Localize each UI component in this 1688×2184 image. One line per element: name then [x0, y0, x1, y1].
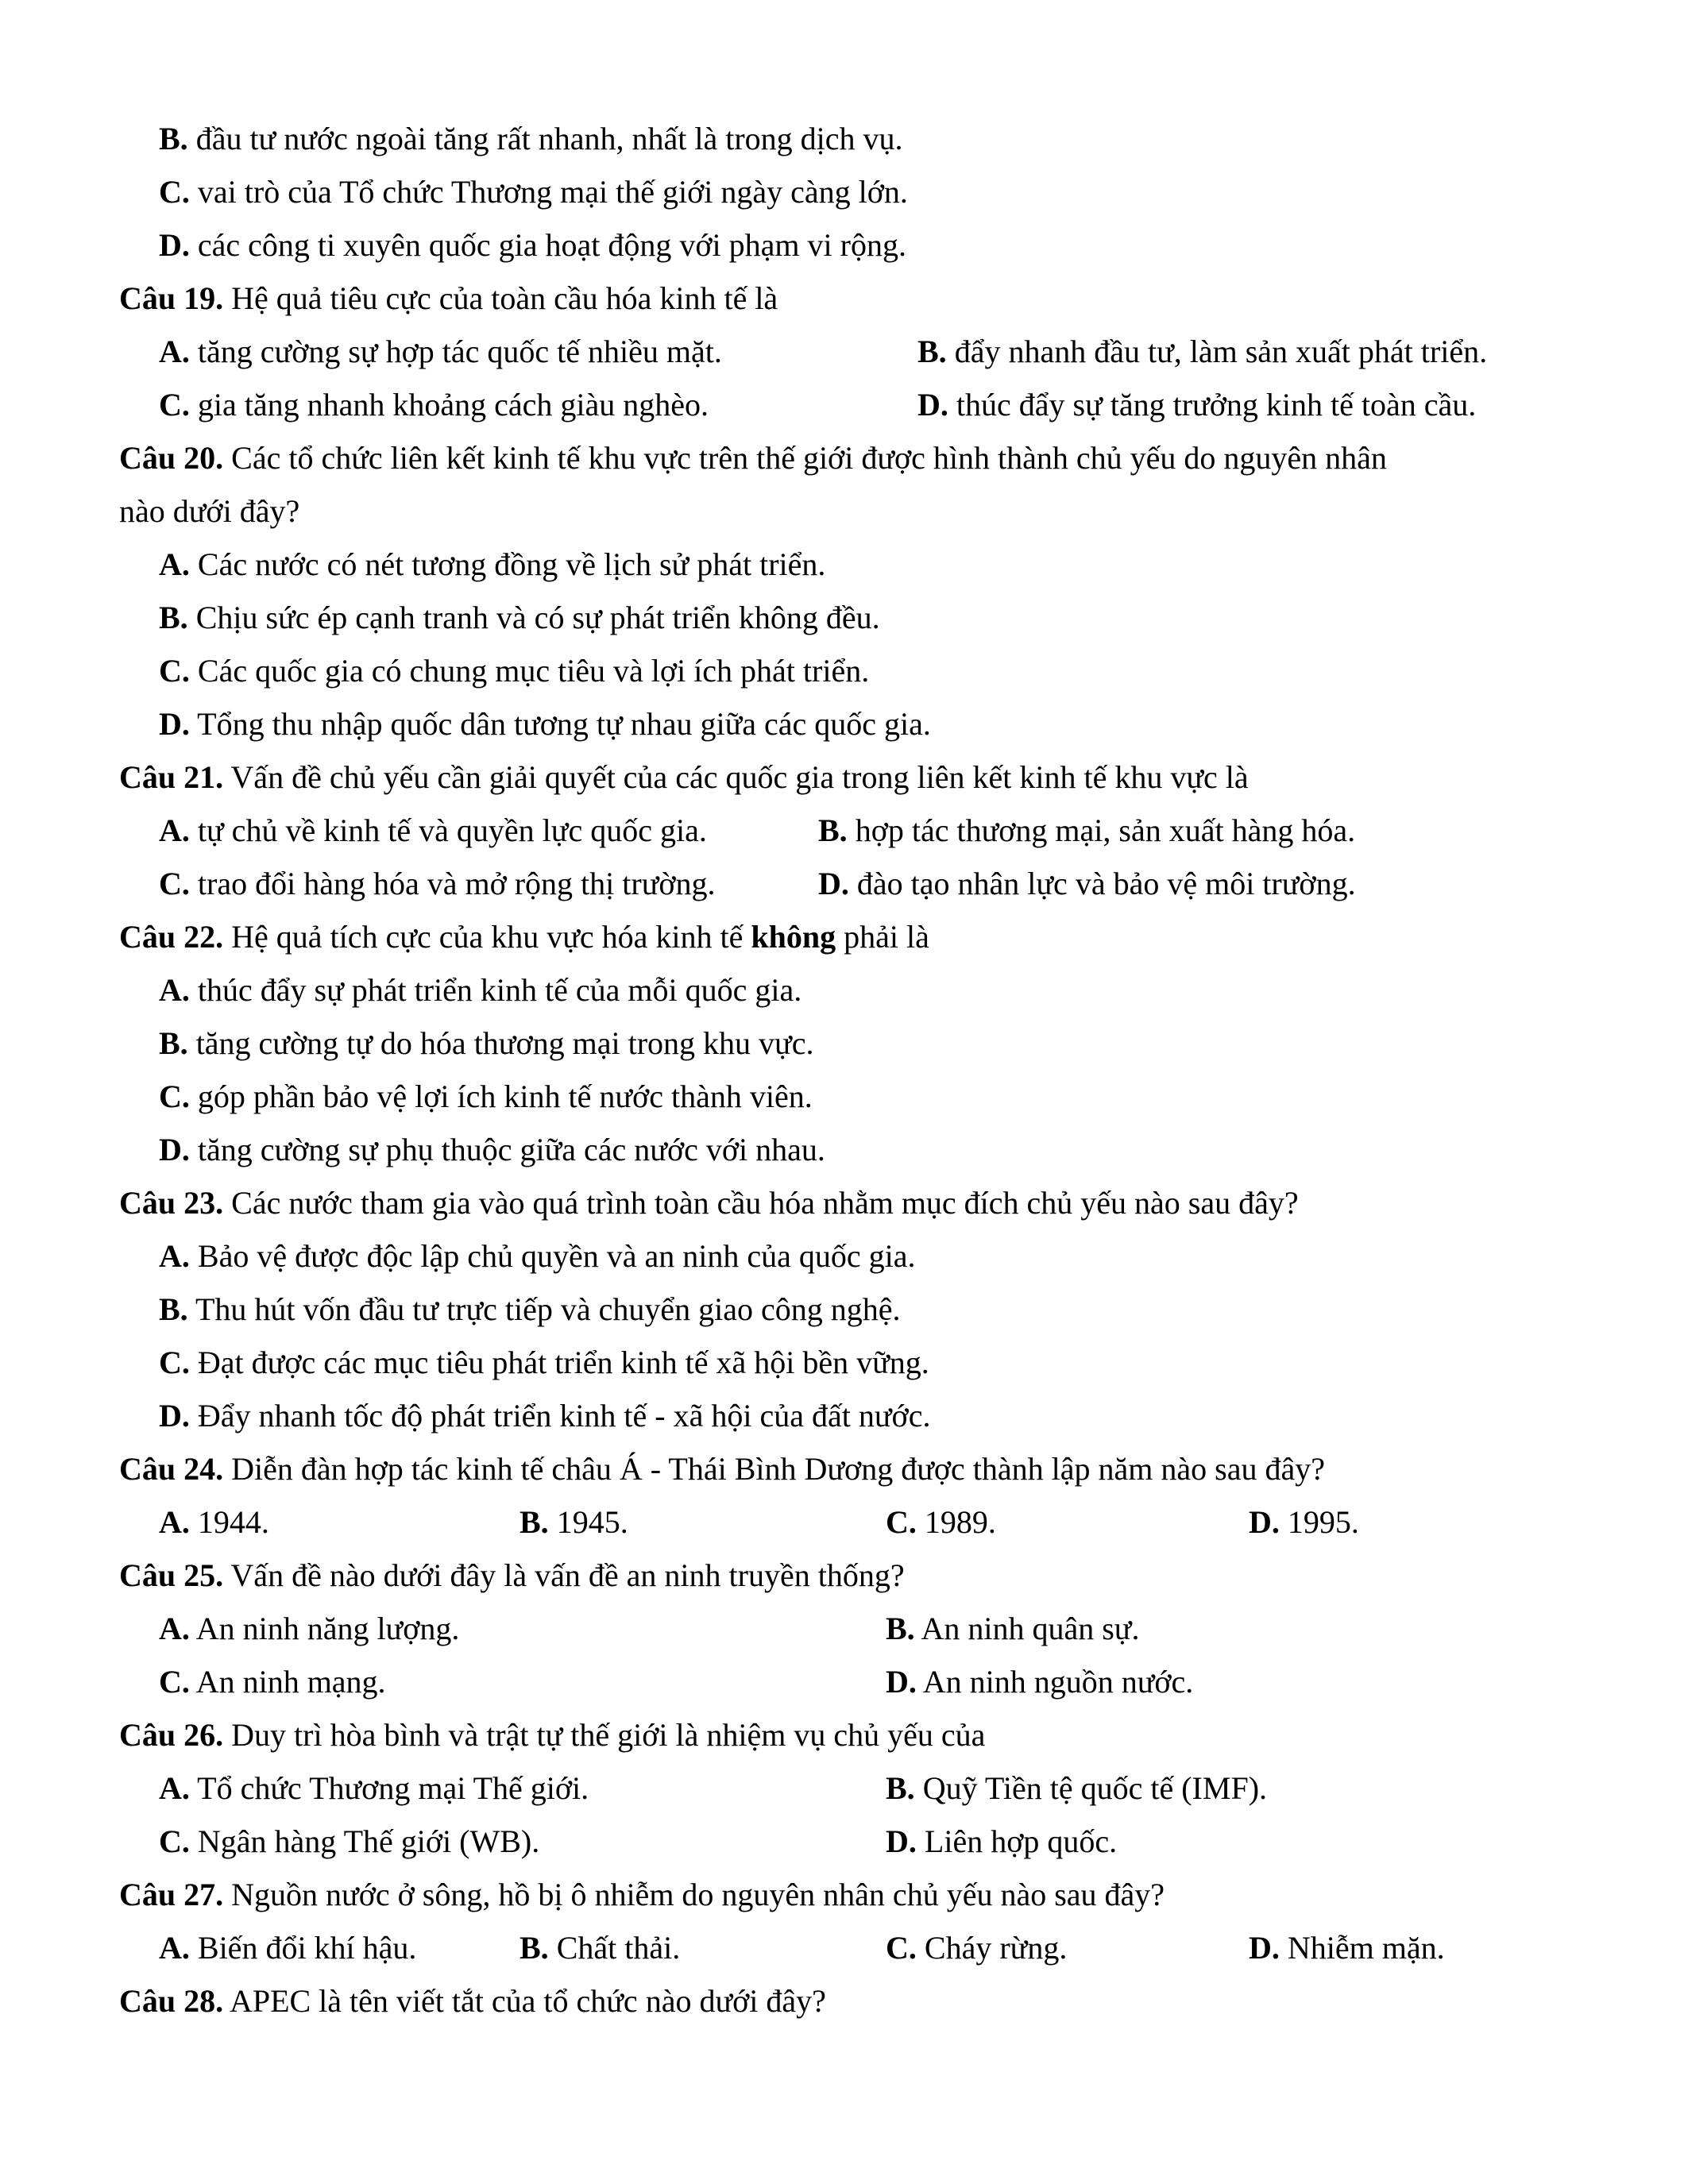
option-letter: B.: [159, 1291, 188, 1327]
question-label: Câu 27.: [119, 1877, 224, 1912]
q26-option-c: [159, 1822, 539, 1862]
q22-option-b: [159, 1024, 813, 1063]
q23-stem: [119, 1183, 1299, 1223]
option-letter: A.: [159, 1504, 190, 1540]
option-text: Bảo vệ được độc lập chủ quyền và an ninh của quốc gia.: [197, 1238, 916, 1274]
option-text: đẩy nhanh đầu tư, làm sản xuất phát triển.: [954, 334, 1488, 369]
option-text: các công ti xuyên quốc gia hoạt động với phạm vi rộng.: [197, 227, 906, 263]
q20-option-c: [159, 651, 869, 691]
q24-option-c: [886, 1503, 996, 1542]
question-label: Câu 24.: [119, 1451, 224, 1487]
option-letter: B.: [159, 121, 188, 156]
q20-option-a: [159, 545, 825, 585]
option-text: góp phần bảo vệ lợi ích kinh tế nước thành viên.: [197, 1078, 813, 1114]
option-letter: D.: [1249, 1504, 1280, 1540]
question-text: Duy trì hòa bình và trật tự thế giới là nhiệm vụ chủ yếu của: [231, 1717, 986, 1753]
option-text: trao đổi hàng hóa và mở rộng thị trường.: [197, 866, 716, 901]
option-text: Ngân hàng Thế giới (WB).: [197, 1823, 540, 1859]
option-text: Đẩy nhanh tốc độ phát triển kinh tế - xã hội của đất nước.: [197, 1398, 931, 1433]
question-text: Vấn đề chủ yếu cần giải quyết của các quốc gia trong liên kết kinh tế khu vực là: [230, 759, 1249, 795]
q24-stem: [119, 1449, 1325, 1489]
option-text: An ninh năng lượng.: [195, 1611, 460, 1646]
question-text: Các tổ chức liên kết kinh tế khu vực trên thế giới được hình thành chủ yếu do nguyên nhân: [231, 440, 1387, 476]
q24-option-a: [159, 1503, 269, 1542]
question-text: Vấn đề nào dưới đây là vấn đề an ninh truyền thống?: [230, 1557, 905, 1593]
question-label: Câu 19.: [119, 280, 224, 316]
q19-option-b: [917, 332, 1487, 372]
q22-stem: [119, 917, 929, 957]
option-letter: B.: [886, 1611, 915, 1646]
question-text: Nguồn nước ở sông, hồ bị ô nhiễm do nguyên nhân chủ yếu nào sau đây?: [231, 1877, 1165, 1912]
q21-option-b: [818, 811, 1355, 851]
option-letter: D.: [886, 1664, 917, 1700]
option-text: Chất thải.: [556, 1930, 681, 1966]
option-letter: C.: [886, 1930, 917, 1966]
q25-option-d: [886, 1662, 1193, 1702]
option-letter: D.: [159, 227, 190, 263]
option-letter: A.: [159, 334, 190, 369]
q27-option-c: [886, 1928, 1067, 1968]
question-text: Diễn đàn hợp tác kinh tế châu Á - Thái Bình Dương được thành lập năm nào sau đây?: [231, 1451, 1325, 1487]
question-text: Các nước tham gia vào quá trình toàn cầu hóa nhằm mục đích chủ yếu nào sau đây?: [231, 1185, 1299, 1221]
q20-option-b: [159, 598, 880, 638]
q27-option-d: [1249, 1928, 1445, 1968]
option-text: tự chủ về kinh tế và quyền lực quốc gia.: [197, 812, 707, 848]
option-letter: D.: [159, 706, 190, 742]
q26-option-d: [886, 1822, 1117, 1862]
option-letter: C.: [159, 866, 190, 901]
option-text: Biến đổi khí hậu.: [197, 1930, 417, 1966]
q26-option-a: [159, 1769, 589, 1808]
q19-stem: [119, 279, 778, 318]
question-emphasis: không: [751, 919, 836, 955]
option-letter: B.: [520, 1930, 549, 1966]
q20-stem-cont: [119, 492, 299, 531]
question-label: Câu 26.: [119, 1717, 224, 1753]
option-text: 1989.: [924, 1504, 996, 1540]
option-letter: B.: [159, 1025, 188, 1061]
option-letter: D.: [917, 387, 948, 423]
q21-option-c: [159, 864, 716, 904]
q22-option-d: [159, 1130, 825, 1170]
option-letter: B.: [520, 1504, 549, 1540]
option-letter: D.: [818, 866, 849, 901]
q22-option-c: [159, 1077, 813, 1117]
option-text: tăng cường sự hợp tác quốc tế nhiều mặt.: [197, 334, 722, 369]
q26-stem: [119, 1715, 985, 1755]
option-letter: C.: [159, 1664, 190, 1700]
question-label: Câu 22.: [119, 919, 224, 955]
q25-option-c: [159, 1662, 386, 1702]
option-letter: A.: [159, 1770, 190, 1806]
option-letter: A.: [159, 1238, 190, 1274]
option-text: Quỹ Tiền tệ quốc tế (IMF).: [922, 1770, 1268, 1806]
option-text: Các quốc gia có chung mục tiêu và lợi ích phát triển.: [197, 653, 870, 689]
q23-option-a: [159, 1237, 916, 1276]
option-letter: A.: [159, 546, 190, 582]
q19-option-a: [159, 332, 722, 372]
q18-option-b: [159, 119, 903, 159]
option-letter: A.: [159, 1611, 190, 1646]
question-text: nào dưới đây?: [119, 493, 300, 529]
option-text: Tổng thu nhập quốc dân tương tự nhau giữa các quốc gia.: [197, 706, 931, 742]
q20-option-d: [159, 704, 931, 744]
option-text: Tổ chức Thương mại Thế giới.: [197, 1770, 589, 1806]
option-text: thúc đẩy sự phát triển kinh tế của mỗi quốc gia.: [197, 972, 802, 1008]
option-text: Chịu sức ép cạnh tranh và có sự phát triển không đều.: [195, 600, 880, 635]
option-letter: D.: [159, 1398, 190, 1433]
option-text: gia tăng nhanh khoảng cách giàu nghèo.: [197, 387, 709, 423]
option-text: 1995.: [1287, 1504, 1359, 1540]
q22-option-a: [159, 970, 802, 1010]
option-letter: A.: [159, 972, 190, 1008]
option-text: Các nước có nét tương đồng về lịch sử phát triển.: [197, 546, 826, 582]
q19-option-d: [917, 385, 1476, 425]
option-letter: C.: [159, 387, 190, 423]
option-letter: C.: [159, 653, 190, 689]
option-letter: C.: [159, 1823, 190, 1859]
option-text: Đạt được các mục tiêu phát triển kinh tế xã hội bền vững.: [197, 1345, 929, 1380]
option-text: An ninh mạng.: [195, 1664, 386, 1700]
q24-option-d: [1249, 1503, 1359, 1542]
q24-option-b: [520, 1503, 628, 1542]
q21-stem: [119, 758, 1249, 797]
question-label: Câu 28.: [119, 1983, 224, 2019]
q23-option-b: [159, 1290, 901, 1329]
q23-option-d: [159, 1396, 930, 1436]
question-text: APEC là tên viết tắt của tổ chức nào dưới đây?: [229, 1983, 826, 2019]
q27-option-b: [520, 1928, 680, 1968]
option-letter: B.: [917, 334, 947, 369]
option-text: hợp tác thương mại, sản xuất hàng hóa.: [855, 812, 1356, 848]
option-letter: D.: [159, 1132, 190, 1167]
option-text: thúc đẩy sự tăng trưởng kinh tế toàn cầu.: [956, 387, 1477, 423]
question-label: Câu 20.: [119, 440, 224, 476]
q26-option-b: [886, 1769, 1267, 1808]
option-text: đầu tư nước ngoài tăng rất nhanh, nhất là trong dịch vụ.: [195, 121, 903, 156]
option-text: Thu hút vốn đầu tư trực tiếp và chuyển giao công nghệ.: [195, 1291, 901, 1327]
option-text: An ninh quân sự.: [921, 1611, 1140, 1646]
option-letter: C.: [886, 1504, 917, 1540]
question-label: Câu 23.: [119, 1185, 224, 1221]
q25-stem: [119, 1556, 905, 1596]
option-letter: C.: [159, 174, 190, 210]
option-letter: D.: [1249, 1930, 1280, 1966]
option-letter: A.: [159, 1930, 190, 1966]
q18-option-d: [159, 226, 906, 265]
q27-option-a: [159, 1928, 416, 1968]
option-letter: B.: [159, 600, 188, 635]
question-text: phải là: [844, 919, 929, 955]
q25-option-a: [159, 1609, 459, 1649]
option-text: 1944.: [197, 1504, 269, 1540]
q18-option-c: [159, 172, 908, 212]
question-label: Câu 21.: [119, 759, 224, 795]
option-letter: A.: [159, 812, 190, 848]
option-text: tăng cường sự phụ thuộc giữa các nước với nhau.: [197, 1132, 825, 1167]
option-text: Nhiễm mặn.: [1287, 1930, 1445, 1966]
option-text: 1945.: [556, 1504, 628, 1540]
option-text: đào tạo nhân lực và bảo vệ môi trường.: [856, 866, 1356, 901]
option-letter: C.: [159, 1345, 190, 1380]
option-text: tăng cường tự do hóa thương mại trong khu vực.: [195, 1025, 814, 1061]
option-letter: C.: [159, 1078, 190, 1114]
question-label: Câu 25.: [119, 1557, 224, 1593]
question-text: Hệ quả tiêu cực của toàn cầu hóa kinh tế là: [231, 280, 778, 316]
option-letter: B.: [886, 1770, 915, 1806]
q21-option-d: [818, 864, 1356, 904]
q20-stem: [119, 438, 1387, 478]
q23-option-c: [159, 1343, 929, 1383]
q27-stem: [119, 1875, 1165, 1915]
q28-stem: [119, 1981, 826, 2021]
question-text: Hệ quả tích cực của khu vực hóa kinh tế: [231, 919, 744, 955]
option-text: An ninh nguồn nước.: [922, 1664, 1194, 1700]
q19-option-c: [159, 385, 709, 425]
q21-option-a: [159, 811, 707, 851]
option-text: vai trò của Tổ chức Thương mại thế giới ngày càng lớn.: [197, 174, 908, 210]
option-text: Liên hợp quốc.: [924, 1823, 1118, 1859]
option-letter: B.: [818, 812, 848, 848]
q25-option-b: [886, 1609, 1139, 1649]
option-text: Cháy rừng.: [924, 1930, 1068, 1966]
option-letter: D.: [886, 1823, 917, 1859]
